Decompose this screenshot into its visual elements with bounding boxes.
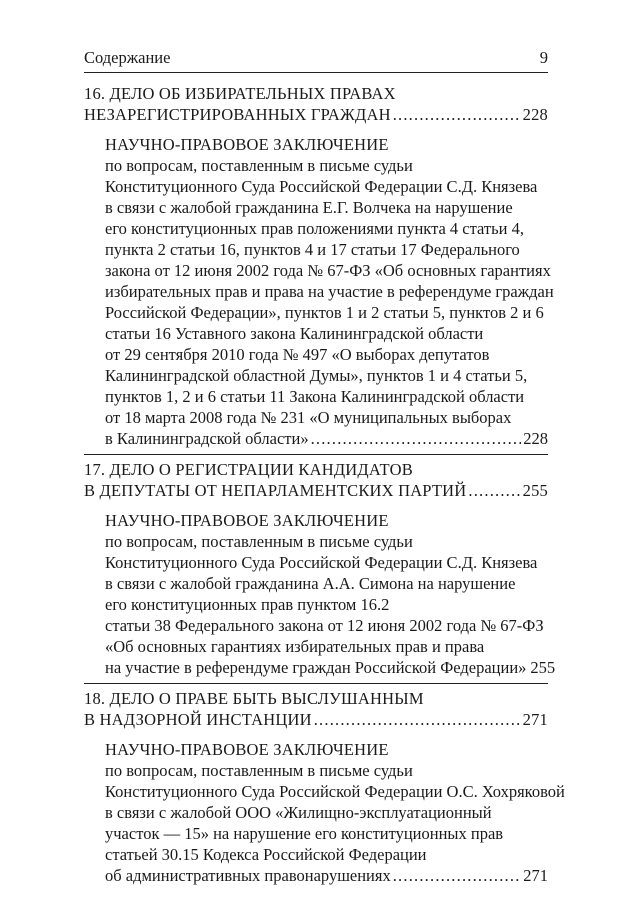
dot-leader (393, 866, 522, 886)
section-16-sub-line: от 18 марта 2008 года № 231 «О муниципальных выборах (105, 408, 512, 427)
section-16-sub-last-line[interactable] (105, 429, 548, 449)
section-16-heading-line-1: 16. ДЕЛО ОБ ИЗБИРАТЕЛЬНЫХ ПРАВАХ (84, 84, 396, 103)
section-16-sub-line: статьи 16 Уставного закона Калининградской области (105, 324, 484, 343)
section-16-heading-line-2[interactable] (84, 105, 548, 125)
section-17-sub-line: Конституционного Суда Российской Федерации С.Д. Князева (105, 553, 538, 572)
toc-page-number: 271 (522, 710, 548, 729)
section-16-sub-line: Конституционного Суда Российской Федерации С.Д. Князева (105, 177, 538, 196)
section-16-subtitle: НАУЧНО-ПРАВОВОЕ ЗАКЛЮЧЕНИЕ (105, 135, 389, 154)
section-18-subtitle: НАУЧНО-ПРАВОВОЕ ЗАКЛЮЧЕНИЕ (105, 740, 389, 759)
section-18-sub-line: по вопросам, поставленным в письме судьи (105, 761, 413, 780)
section-separator (84, 454, 548, 455)
toc-page-number: 255 (530, 658, 556, 677)
dot-leader (311, 429, 522, 449)
section-17-heading-line-1: 17. ДЕЛО О РЕГИСТРАЦИИ КАНДИДАТОВ (84, 460, 413, 479)
section-17-sub-line: «Об основных гарантиях избирательных прав и права (105, 637, 485, 656)
section-17-heading-line-2[interactable] (84, 481, 548, 501)
section-16-sub-line: избирательных прав и права на участие в референдуме граждан (105, 282, 554, 301)
toc-entry-text: В НАДЗОРНОЙ ИНСТАНЦИИ (84, 710, 312, 729)
section-17-sub-line: в связи с жалобой гражданина А.А. Симона на нарушение (105, 574, 516, 593)
dot-leader (468, 481, 520, 501)
page-number: 9 (539, 48, 548, 67)
section-16-sub-line: от 29 сентября 2010 года № 497 «О выборах депутатов (105, 345, 490, 364)
section-separator (84, 683, 548, 684)
toc-page-number: 228 (523, 429, 548, 448)
section-16-sub-line: по вопросам, поставленным в письме судьи (105, 156, 413, 175)
section-17-subtitle: НАУЧНО-ПРАВОВОЕ ЗАКЛЮЧЕНИЕ (105, 511, 389, 530)
section-18-heading-line-1: 18. ДЕЛО О ПРАВЕ БЫТЬ ВЫСЛУШАННЫМ (84, 689, 424, 708)
toc-page-number: 228 (522, 105, 548, 124)
section-18-sub-line: в связи с жалобой ООО «Жилищно-эксплуатационный (105, 803, 492, 822)
section-16-sub-line: закона от 12 июня 2002 года № 67-ФЗ «Об основных гарантиях (105, 261, 551, 280)
toc-entry-text: на участие в референдуме граждан Российской Федерации» (105, 658, 527, 677)
toc-page-number: 271 (523, 866, 548, 885)
header-rule (84, 72, 548, 73)
section-17-sub-line: его конституционных прав пунктом 16.2 (105, 595, 390, 614)
section-17-sub-line: статьи 38 Федерального закона от 12 июня 2002 года № 67-ФЗ (105, 616, 544, 635)
toc-entry-text: НЕЗАРЕГИСТРИРОВАННЫХ ГРАЖДАН (84, 105, 391, 124)
section-17-sub-line: по вопросам, поставленным в письме судьи (105, 532, 413, 551)
toc-entry-text: В ДЕПУТАТЫ ОТ НЕПАРЛАМЕНТСКИХ ПАРТИЙ (84, 481, 467, 500)
section-18-sub-line: участок — 15» на нарушение его конституционных прав (105, 824, 504, 843)
section-18-sub-last-line[interactable] (105, 866, 548, 886)
section-16-sub-line: Российской Федерации», пунктов 1 и 2 статьи 5, пунктов 2 и 6 (105, 303, 544, 322)
toc-entry-text: об административных правонарушениях (105, 866, 391, 885)
section-16-sub-line: в связи с жалобой гражданина Е.Г. Волчека на нарушение (105, 198, 513, 217)
section-16-sub-line: пунктов 1, 2 и 6 статьи 11 Закона Калининградской области (105, 387, 525, 406)
section-18-sub-line: Конституционного Суда Российской Федерации О.С. Хохряковой (105, 782, 565, 801)
section-17-sub-last-line[interactable] (105, 658, 556, 678)
section-16-sub-line: его конституционных прав положениями пункта 4 статьи 4, (105, 219, 525, 238)
dot-leader (314, 710, 521, 730)
section-16-sub-line: Калининградской областной Думы», пунктов 1 и 4 статьи 5, (105, 366, 528, 385)
toc-entry-text: в Калининградской области» (105, 429, 309, 448)
toc-page-number: 255 (522, 481, 548, 500)
section-18-sub-line: статьей 30.15 Кодекса Российской Федерации (105, 845, 427, 864)
running-header (84, 48, 548, 68)
section-16-sub-line: пункта 2 статьи 16, пунктов 4 и 17 статьи 17 Федерального (105, 240, 520, 259)
section-18-heading-line-2[interactable] (84, 710, 548, 730)
dot-leader (393, 105, 521, 125)
header-title: Содержание (84, 48, 171, 67)
